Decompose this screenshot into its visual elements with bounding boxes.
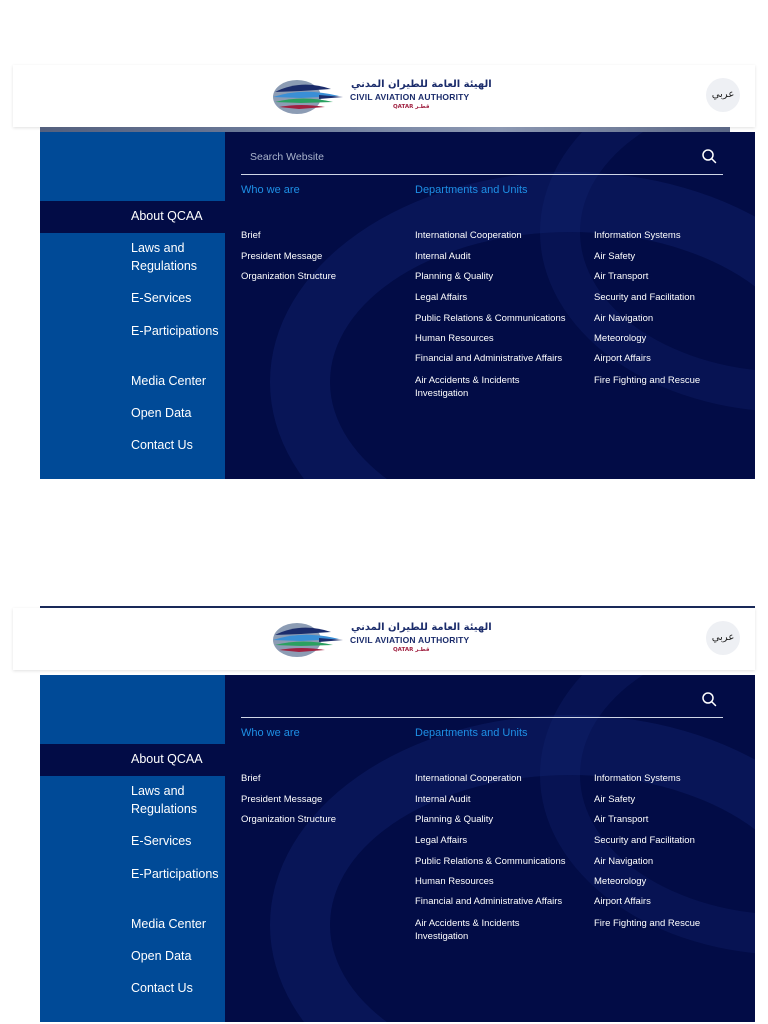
link-human-resources[interactable]: Human Resources [415, 333, 494, 344]
sidebar-item-e-services[interactable]: E-Services [131, 834, 192, 848]
logo-arabic-text: الهيئة العامة للطيران المدني [351, 622, 492, 633]
search-icon[interactable] [701, 148, 717, 164]
link-president-message[interactable]: President Message [241, 794, 323, 805]
sidebar-item-media-center[interactable]: Media Center [131, 374, 207, 388]
link-president-message[interactable]: President Message [241, 251, 323, 262]
site-header [13, 65, 755, 127]
link-information-systems[interactable]: Information Systems [594, 773, 681, 784]
link-financial-administrative[interactable]: Financial and Administrative Affairs [415, 896, 563, 907]
menu-sidebar [40, 675, 225, 1022]
link-internal-audit[interactable]: Internal Audit [415, 794, 471, 805]
link-brief[interactable]: Brief [241, 773, 261, 784]
logo-emblem-icon [271, 75, 345, 119]
link-human-resources[interactable]: Human Resources [415, 876, 494, 887]
logo-english-text: CIVIL AVIATION AUTHORITY [350, 635, 470, 645]
link-meteorology[interactable]: Meteorology [594, 333, 647, 344]
link-brief[interactable]: Brief [241, 230, 261, 241]
language-toggle-button[interactable]: عربي [706, 78, 740, 112]
link-air-navigation[interactable]: Air Navigation [594, 313, 654, 324]
link-public-relations[interactable]: Public Relations & Communications [415, 313, 566, 324]
link-public-relations[interactable]: Public Relations & Communications [415, 856, 566, 867]
sidebar-item-contact-us[interactable]: Contact Us [131, 981, 193, 995]
sidebar-item-open-data[interactable]: Open Data [131, 406, 192, 420]
sidebar-item-about-qcaa[interactable]: About QCAA [131, 752, 203, 766]
link-internal-audit[interactable]: Internal Audit [415, 251, 471, 262]
search-bar [241, 146, 723, 175]
link-air-transport[interactable]: Air Transport [594, 271, 649, 282]
sidebar-item-e-participations[interactable]: E-Participations [131, 324, 219, 338]
sidebar-item-media-center[interactable]: Media Center [131, 917, 207, 931]
sidebar-item-laws-and-regulations[interactable]: Laws and Regulations [131, 241, 198, 273]
link-air-safety[interactable]: Air Safety [594, 251, 636, 262]
link-air-safety[interactable]: Air Safety [594, 794, 636, 805]
screenshot-panel-top [0, 0, 768, 480]
sidebar-item-e-participations[interactable]: E-Participations [131, 867, 219, 881]
language-toggle-button[interactable]: عربي [706, 621, 740, 655]
search-input[interactable] [248, 693, 682, 707]
link-legal-affairs[interactable]: Legal Affairs [415, 835, 468, 846]
link-planning-quality[interactable]: Planning & Quality [415, 814, 494, 825]
logo-english-text: CIVIL AVIATION AUTHORITY [350, 92, 470, 102]
logo-arabic-text: الهيئة العامة للطيران المدني [351, 79, 492, 90]
qcaa-logo[interactable] [271, 618, 492, 662]
link-airport-affairs[interactable]: Airport Affairs [594, 896, 651, 907]
link-fire-fighting-rescue[interactable]: Fire Fighting and Rescue [594, 375, 701, 386]
link-international-cooperation[interactable]: International Cooperation [415, 230, 522, 241]
link-airport-affairs[interactable]: Airport Affairs [594, 353, 651, 364]
sidebar-item-contact-us[interactable]: Contact Us [131, 438, 193, 452]
link-air-navigation[interactable]: Air Navigation [594, 856, 654, 867]
link-international-cooperation[interactable]: International Cooperation [415, 773, 522, 784]
link-security-facilitation[interactable]: Security and Facilitation [594, 292, 695, 303]
sidebar-item-e-services[interactable]: E-Services [131, 291, 192, 305]
departments-heading[interactable]: Departments and Units [415, 727, 528, 739]
link-planning-quality[interactable]: Planning & Quality [415, 271, 494, 282]
sidebar-item-open-data[interactable]: Open Data [131, 949, 192, 963]
logo-qatar-text: QATAR قطـر [393, 647, 430, 653]
link-security-facilitation[interactable]: Security and Facilitation [594, 835, 695, 846]
link-fire-fighting-rescue[interactable]: Fire Fighting and Rescue [594, 918, 701, 929]
sidebar-item-about-qcaa[interactable]: About QCAA [131, 209, 203, 223]
link-air-accidents[interactable]: Air Accidents & Incidents Investigation [415, 375, 520, 399]
who-we-are-heading[interactable]: Who we are [241, 727, 300, 739]
mega-menu [40, 675, 755, 1022]
qcaa-logo[interactable] [271, 75, 492, 119]
logo-qatar-text: QATAR قطـر [393, 104, 430, 110]
link-air-accidents[interactable]: Air Accidents & Incidents Investigation [415, 918, 520, 942]
search-input[interactable] [248, 150, 682, 164]
who-we-are-heading[interactable]: Who we are [241, 184, 300, 196]
site-header [13, 608, 755, 670]
departments-heading[interactable]: Departments and Units [415, 184, 528, 196]
menu-sidebar [40, 132, 225, 479]
mega-menu [40, 132, 755, 479]
search-bar [241, 689, 723, 718]
link-air-transport[interactable]: Air Transport [594, 814, 649, 825]
link-organization-structure[interactable]: Organization Structure [241, 271, 337, 282]
logo-emblem-icon [271, 618, 345, 662]
link-organization-structure[interactable]: Organization Structure [241, 814, 337, 825]
search-icon[interactable] [701, 691, 717, 707]
link-meteorology[interactable]: Meteorology [594, 876, 647, 887]
screenshot-panel-bottom [0, 600, 768, 1024]
sidebar-item-laws-and-regulations[interactable]: Laws and Regulations [131, 784, 198, 816]
link-information-systems[interactable]: Information Systems [594, 230, 681, 241]
link-legal-affairs[interactable]: Legal Affairs [415, 292, 468, 303]
link-financial-administrative[interactable]: Financial and Administrative Affairs [415, 353, 563, 364]
